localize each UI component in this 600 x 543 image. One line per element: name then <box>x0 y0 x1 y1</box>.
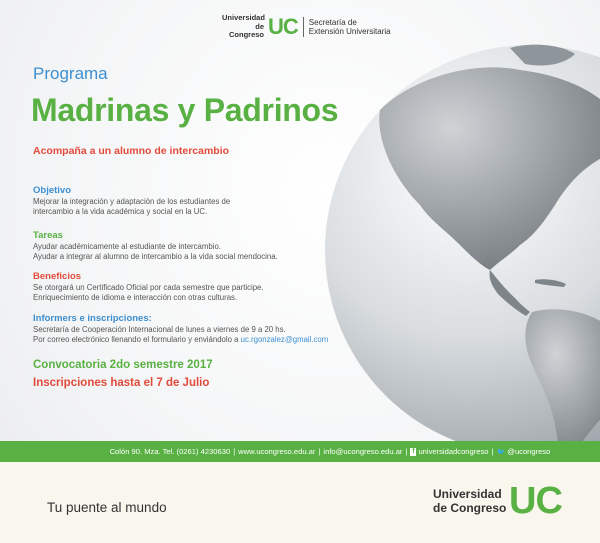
header-secretaria <box>309 18 393 36</box>
informes-line2 <box>33 335 328 345</box>
contact-separator: | <box>405 447 408 456</box>
header-secretaria-line2: Extensión Universitaria <box>308 26 391 36</box>
contact-separator: | <box>233 447 236 456</box>
contact-email-link[interactable]: uc.rgonzalez@gmail.com <box>240 335 329 344</box>
inscripciones-deadline: Inscripciones hasta el 7 de Julio <box>33 377 210 389</box>
convocatoria-text: Convocatoria 2do semestre 2017 <box>33 359 213 371</box>
tareas-line2: Ayudar a integrar al alumno de intercambio a la vida social mendocina. <box>33 252 278 261</box>
objetivo-line2: intercambio a la vida académica y social en la UC. <box>33 207 208 216</box>
informes-body <box>33 325 328 345</box>
contact-address: Colón 90. Mza. Tel. (0261) 4230630 <box>109 447 231 456</box>
footer-slogan: Tu puente al mundo <box>47 500 167 515</box>
header-secretaria-line1: Secretaría de <box>308 17 357 27</box>
globe-illustration <box>320 40 600 460</box>
page-title: Madrinas y Padrinos <box>31 92 339 128</box>
tareas-body <box>33 242 278 262</box>
program-label: Programa <box>33 64 108 83</box>
page-subtitle: Acompaña a un alumno de intercambio <box>33 145 230 157</box>
informes-heading: Informers e inscripciones: <box>33 313 152 324</box>
header-logo-line2: de Congreso <box>228 21 264 39</box>
contact-facebook-link[interactable]: universidadcongreso <box>418 447 489 456</box>
objetivo-line1: Mejorar la integración y adaptación de los estudiantes de <box>33 197 231 206</box>
header-logo <box>222 14 393 40</box>
beneficios-line2: Enriquecimiento de idioma e interacción con otras culturas. <box>33 293 238 302</box>
header-logo-line1: Universidad <box>222 13 265 22</box>
objetivo-heading: Objetivo <box>33 185 72 196</box>
header-logo-text <box>222 14 264 40</box>
footer <box>0 462 600 543</box>
tareas-line1: Ayudar académicamente al estudiante de intercambio. <box>33 242 221 251</box>
contact-email-bar-link[interactable]: info@ucongreso.edu.ar <box>323 447 403 456</box>
informes-line1: Secretaría de Cooperación Internacional de lunes a viernes de 9 a 20 hs. <box>33 325 286 334</box>
beneficios-line1: Se otorgará un Certificado Oficial por cada semestre que participe. <box>33 283 264 292</box>
header-logo-mark: UC <box>268 13 298 39</box>
tareas-heading: Tareas <box>33 230 63 241</box>
header-divider <box>303 17 304 37</box>
objetivo-body <box>33 197 230 217</box>
footer-logo-mark: UC <box>509 480 562 522</box>
informes-line2-text: Por correo electrónico llenando el formulario y enviándolo a <box>33 335 241 344</box>
beneficios-heading: Beneficios <box>33 271 82 282</box>
footer-logo-line2: de Congreso <box>433 501 507 515</box>
twitter-icon: 🐦 <box>496 448 506 456</box>
footer-logo-text <box>433 487 507 515</box>
contact-separator: | <box>491 447 494 456</box>
facebook-icon: f <box>412 447 415 455</box>
contact-website-link[interactable]: www.ucongreso.edu.ar <box>238 447 316 456</box>
beneficios-body <box>33 283 264 303</box>
footer-logo-line1: Universidad <box>433 487 502 501</box>
contact-bar <box>0 441 600 462</box>
footer-logo <box>433 482 562 520</box>
contact-separator: | <box>318 447 321 456</box>
contact-twitter-link[interactable]: @ucongreso <box>507 447 551 456</box>
